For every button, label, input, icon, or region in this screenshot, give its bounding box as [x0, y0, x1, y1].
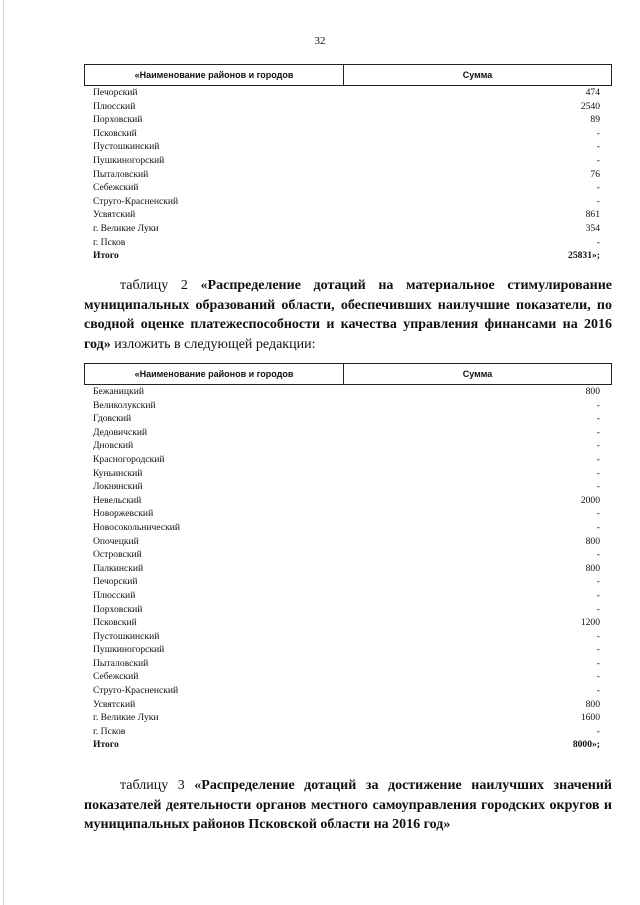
table-2-header	[84, 363, 612, 385]
row-value: -	[596, 603, 600, 615]
row-name: г. Великие Луки	[93, 222, 159, 234]
row-value: -	[596, 141, 600, 153]
paragraph-1-tail: изложить в следующей редакции:	[110, 336, 316, 352]
row-name: Локнянский	[93, 481, 143, 493]
row-value: 800	[585, 386, 600, 397]
row-value: -	[596, 725, 600, 737]
row-value: -	[596, 127, 600, 139]
row-name: г. Псков	[93, 236, 126, 248]
table-row	[84, 643, 612, 657]
paragraph-2-title: «Распределение дотаций за достижение наилучших значений показателей деятельности органов местного самоуправления городских округов и муниципальных районов Псковской области на 2016 год»	[84, 778, 613, 833]
row-value: 1200	[580, 617, 600, 629]
table-row	[84, 100, 612, 114]
row-name: г. Великие Луки	[93, 712, 159, 724]
table-row	[84, 698, 612, 712]
row-value: -	[596, 521, 600, 533]
table-2-header-sum: Сумма	[462, 369, 493, 379]
table-row	[84, 480, 612, 494]
row-name: Новоржевский	[93, 508, 154, 520]
row-value: 800	[585, 562, 600, 574]
table-row	[84, 195, 612, 209]
table-row	[84, 439, 612, 453]
row-value: -	[596, 481, 600, 493]
table-2	[84, 363, 612, 752]
row-name: Пушкиногорский	[93, 154, 165, 166]
row-value: 861	[585, 209, 600, 221]
row-name: Красногородский	[93, 453, 165, 465]
table-row	[84, 467, 612, 481]
row-value: 354	[585, 222, 600, 234]
row-name: Пыталовский	[93, 168, 149, 180]
scan-edge-line	[3, 0, 4, 905]
row-value: -	[596, 413, 600, 425]
table-1-header	[84, 64, 612, 86]
table-row	[84, 562, 612, 576]
table-1-header-sum: Сумма	[462, 70, 493, 80]
row-name: Плюсский	[93, 100, 136, 112]
table-row	[84, 616, 612, 630]
row-name: Струго-Красненский	[93, 195, 179, 207]
row-name: Островский	[93, 549, 142, 561]
row-value: -	[596, 685, 600, 697]
table-row	[84, 670, 612, 684]
row-name: Гдовский	[93, 413, 132, 425]
table-row	[84, 208, 612, 222]
table-1-header-name: «Наименование районов и городов	[85, 65, 344, 85]
table-row	[84, 507, 612, 521]
table-row	[84, 453, 612, 467]
table-row	[84, 725, 612, 739]
paragraph-table-2-intro	[84, 276, 612, 354]
total-row	[84, 738, 612, 752]
table-row	[84, 168, 612, 182]
table-row	[84, 589, 612, 603]
table-row	[84, 385, 612, 399]
row-name: Пушкиногорский	[93, 644, 165, 656]
row-name: Пустошкинский	[93, 630, 160, 642]
paragraph-1-title: «Распределение дотаций на материальное стимулирование муниципальных образований области, обеспечивших наилучшие показатели, по сводной оценке платежеспособности и качества управления финансами на 2016 год»	[84, 278, 612, 352]
table-row	[84, 548, 612, 562]
table-row	[84, 222, 612, 236]
row-value: -	[596, 467, 600, 479]
row-value: -	[596, 657, 600, 669]
row-value: 2540	[580, 100, 600, 112]
row-value: -	[596, 426, 600, 438]
table-row	[84, 412, 612, 426]
row-value: -	[596, 589, 600, 601]
row-name: Новосокольнический	[93, 521, 181, 533]
row-name: Куньинский	[93, 467, 143, 479]
table-row	[84, 113, 612, 127]
row-value: 474	[585, 87, 600, 98]
table-row	[84, 575, 612, 589]
row-value: 1600	[580, 712, 600, 724]
row-value: 89	[590, 114, 600, 126]
row-value: -	[596, 440, 600, 452]
table-2-header-name: «Наименование районов и городов	[85, 364, 344, 384]
paragraph-1-lead: таблицу 2	[120, 278, 201, 293]
row-value: -	[596, 508, 600, 520]
row-value: 76	[590, 168, 600, 180]
row-value: -	[596, 576, 600, 588]
row-name: Пыталовский	[93, 657, 149, 669]
total-row	[84, 249, 612, 263]
table-row	[84, 236, 612, 250]
row-value: 800	[585, 535, 600, 547]
table-row	[84, 521, 612, 535]
paragraph-2-lead: таблицу 3	[120, 778, 195, 793]
table-row	[84, 711, 612, 725]
row-name: Усвятский	[93, 209, 136, 221]
row-name: Себежский	[93, 182, 139, 194]
row-value: -	[596, 236, 600, 248]
row-value: 2000	[580, 494, 600, 506]
table-row	[84, 181, 612, 195]
row-name: Пустошкинский	[93, 141, 160, 153]
row-name: Печорский	[93, 576, 138, 588]
table-row	[84, 86, 612, 100]
table-row	[84, 127, 612, 141]
row-name: Великолукский	[93, 399, 156, 411]
row-name: Дедовичский	[93, 426, 148, 438]
table-row	[84, 154, 612, 168]
table-row	[84, 630, 612, 644]
row-name: Порховский	[93, 603, 143, 615]
table-1	[84, 64, 612, 263]
row-value: -	[596, 453, 600, 465]
table-row	[84, 535, 612, 549]
row-name: г. Псков	[93, 725, 126, 737]
table-row	[84, 657, 612, 671]
row-name: Себежский	[93, 671, 139, 683]
table-row	[84, 603, 612, 617]
row-name: Псковский	[93, 127, 137, 139]
row-name: Псковский	[93, 617, 137, 629]
total-label: Итого	[93, 739, 119, 751]
row-name: Бежаницкий	[93, 386, 144, 397]
total-value: 8000»;	[572, 739, 600, 751]
row-name: Струго-Красненский	[93, 685, 179, 697]
row-name: Невельский	[93, 494, 142, 506]
row-value: -	[596, 630, 600, 642]
table-row	[84, 684, 612, 698]
table-row	[84, 494, 612, 508]
paragraph-table-3-intro	[84, 776, 612, 835]
page-number: 32	[314, 35, 326, 47]
row-value: -	[596, 549, 600, 561]
row-name: Опочецкий	[93, 535, 139, 547]
row-value: -	[596, 399, 600, 411]
row-name: Печорский	[93, 87, 138, 98]
row-name: Плюсский	[93, 589, 136, 601]
row-name: Палкинский	[93, 562, 144, 574]
row-name: Дновский	[93, 440, 134, 452]
table-row	[84, 140, 612, 154]
table-row	[84, 426, 612, 440]
row-value: 800	[585, 698, 600, 710]
total-label: Итого	[93, 250, 119, 262]
table-2-rows	[84, 385, 612, 752]
row-value: -	[596, 182, 600, 194]
table-1-rows	[84, 86, 612, 263]
total-value: 25831»;	[568, 250, 600, 262]
row-value: -	[596, 195, 600, 207]
row-name: Усвятский	[93, 698, 136, 710]
table-row	[84, 399, 612, 413]
row-name: Порховский	[93, 114, 143, 126]
row-value: -	[596, 154, 600, 166]
row-value: -	[596, 671, 600, 683]
row-value: -	[596, 644, 600, 656]
